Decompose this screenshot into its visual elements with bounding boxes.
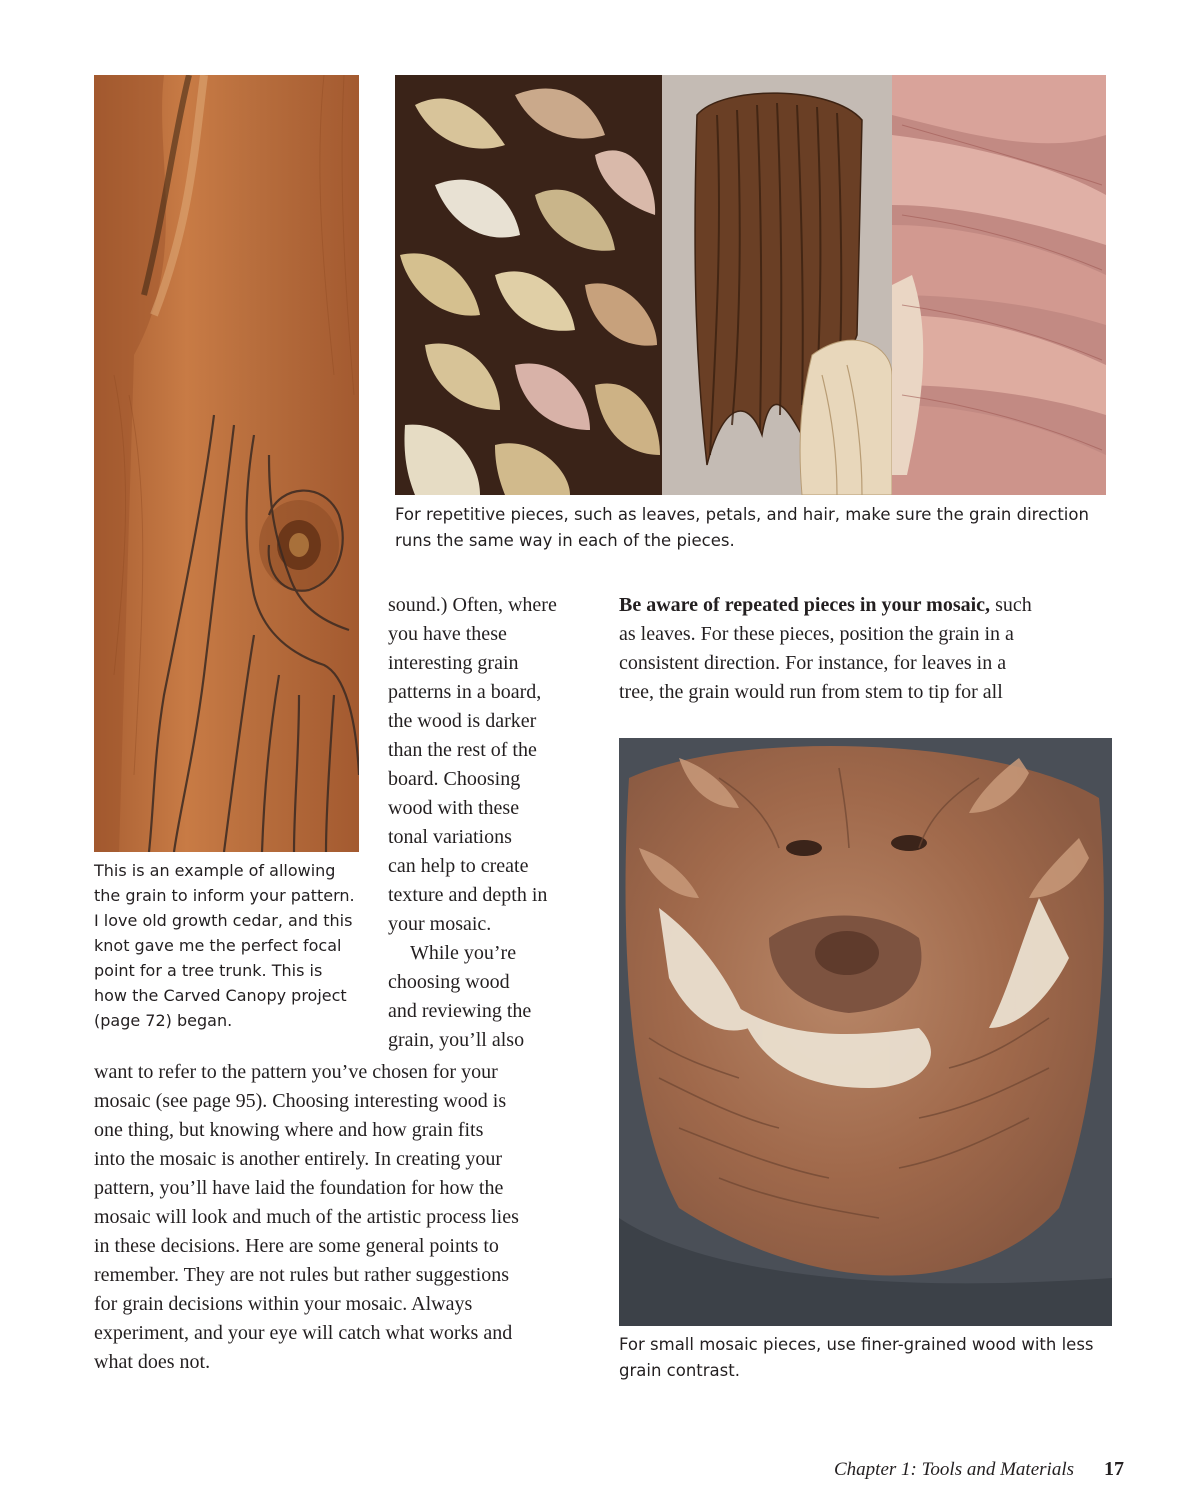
body-line: your mosaic. [388,913,492,935]
caption-line: how the Carved Canopy project [94,986,347,1005]
caption-line: I love old growth cedar, and this [94,911,353,930]
body-line: in these decisions. Here are some general points to [94,1235,499,1257]
body-line: want to refer to the pattern you’ve chosen for your [94,1061,498,1083]
bold-lead-in: Be aware of repeated pieces in your mosaic, [619,594,991,616]
body-line: you have these [388,623,507,645]
body-line: the wood is darker [388,710,537,732]
chapter-title: Chapter 1: Tools and Materials [834,1459,1074,1480]
body-line: consistent direction. For instance, for leaves in a [619,652,1007,674]
caption-line: (page 72) began. [94,1011,233,1030]
body-line: mosaic will look and much of the artistic process lies [94,1206,519,1228]
caption-line: runs the same way in each of the pieces. [395,531,735,550]
body-line: experiment, and your eye will catch what works and [94,1322,513,1344]
caption-line: For repetitive pieces, such as leaves, petals, and hair, make sure the grain direction [395,505,1089,524]
caption-line: grain contrast. [619,1361,740,1380]
caption-line: This is an example of allowing [94,861,336,880]
body-column-middle [388,591,603,1055]
caption-cedar-knot [94,858,374,1033]
body-line-tail: such [990,594,1032,616]
hair-photo [662,75,892,495]
body-line [619,591,1119,620]
body-line: pattern, you’ll have laid the foundation for how the [94,1177,504,1199]
leaves-photo [395,75,662,495]
body-line: and reviewing the [388,1000,532,1022]
body-line: patterns in a board, [388,681,542,703]
body-line: grain, you’ll also [388,1029,525,1051]
caption-line: For small mosaic pieces, use finer-grained wood with less [619,1335,1094,1354]
body-column-wide [94,1058,594,1377]
body-line: texture and depth in [388,884,548,906]
caption-line: point for a tree trunk. This is [94,961,323,980]
caption-line: the grain to inform your pattern. [94,886,355,905]
petals-photo [892,75,1106,495]
body-line: sound.) Often, where [388,594,557,616]
body-line: into the mosaic is another entirely. In creating your [94,1148,503,1170]
body-line: can help to create [388,855,529,877]
body-line: than the rest of the [388,739,537,761]
body-line: tree, the grain would run from stem to tip for all [619,681,1003,703]
cedar-board-photo [94,75,359,852]
caption-line: knot gave me the perfect focal [94,936,342,955]
body-line: one thing, but knowing where and how grain fits [94,1119,484,1141]
body-line: mosaic (see page 95). Choosing interesting wood is [94,1090,507,1112]
page-number: 17 [1104,1458,1124,1480]
body-line: for grain decisions within your mosaic. Always [94,1293,473,1315]
caption-small-pieces [619,1332,1119,1384]
body-line: choosing wood [388,971,510,993]
body-line: board. Choosing [388,768,521,790]
page-footer [834,1458,1124,1481]
caption-repetitive-pieces [395,502,1115,554]
body-line: wood with these [388,797,520,819]
body-line: what does not. [94,1351,211,1373]
body-line: While you’re [410,942,517,964]
body-line: interesting grain [388,652,519,674]
body-line: tonal variations [388,826,512,848]
bear-mosaic-photo [619,738,1112,1326]
body-line: remember. They are not rules but rather suggestions [94,1264,510,1286]
body-line: as leaves. For these pieces, position the grain in a [619,623,1014,645]
body-column-right [619,591,1119,707]
